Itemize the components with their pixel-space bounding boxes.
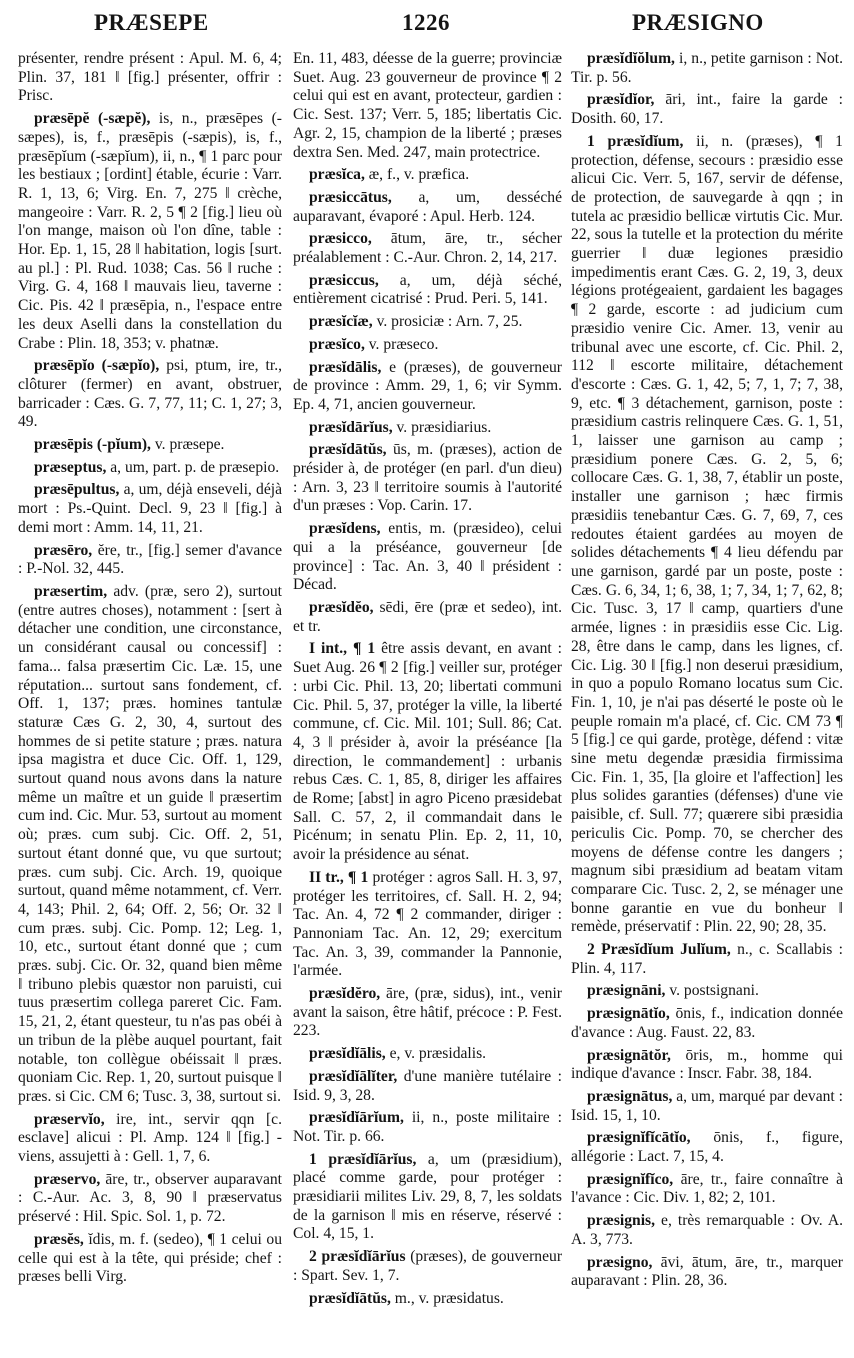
dictionary-entry bbox=[571, 1254, 843, 1291]
dictionary-entry bbox=[293, 599, 562, 636]
entry-headword: præsĭdĭor, bbox=[587, 91, 655, 109]
dictionary-entry bbox=[571, 91, 843, 128]
entry-definition: i, n., petite garnison : Not. Tir. p. 56. bbox=[571, 50, 843, 86]
entry-headword: I int., ¶ 1 bbox=[309, 640, 376, 658]
entry-headword: præsignātus, bbox=[587, 1087, 673, 1105]
entry-headword: præsĭca, bbox=[309, 166, 365, 184]
column-middle bbox=[293, 50, 562, 1350]
entry-headword: præsicco, bbox=[309, 230, 372, 248]
entry-definition: e, v. præsidalis. bbox=[385, 1045, 487, 1063]
entry-definition: āre, tr., faire connaître à l'avance : Cic. Div. 1, 82; 2, 101. bbox=[571, 1170, 843, 1207]
entry-headword: præsēpĕ (-sæpĕ), bbox=[34, 110, 151, 128]
dictionary-entry bbox=[18, 357, 282, 432]
dictionary-entry bbox=[293, 1290, 562, 1309]
dictionary-entry bbox=[293, 1248, 562, 1285]
dictionary-entry bbox=[293, 230, 562, 267]
dictionary-entry bbox=[293, 1109, 562, 1146]
dictionary-entry bbox=[18, 1171, 282, 1227]
dictionary-entry bbox=[18, 436, 282, 455]
entry-definition: m., v. præsidatus. bbox=[390, 1289, 504, 1307]
entry-definition: sēdi, ēre (præ et sedeo), int. et tr. bbox=[293, 598, 562, 635]
entry-definition: e (præses), de gouverneur de province : Amm. 29, 1, 6; vir Symm. Ep. 4, 71, ancien gouverneur. bbox=[293, 358, 562, 413]
entry-definition: ōris, m., homme qui indique d'avance : Inscr. Fabr. 38, 184. bbox=[571, 1046, 843, 1083]
entry-definition: a, um (præsidium), placé comme garde, pour protéger : præsidiarii milites Liv. 29, 8, 7, les soldats de la garnison ‖ mis en réserve, réservé : Col. 4, 15, 1. bbox=[293, 1150, 562, 1243]
dictionary-entry bbox=[571, 1047, 843, 1084]
entry-definition: āre, (præ, sidus), int., venir avant la saison, être hâtif, précoce : P. Fest. 223. bbox=[293, 985, 562, 1040]
dictionary-entry bbox=[293, 869, 562, 981]
entry-definition: (præses), de gouverneur : Spart. Sev. 1, 7. bbox=[293, 1248, 562, 1284]
dictionary-entry bbox=[571, 982, 843, 1001]
dictionary-entry bbox=[293, 640, 562, 864]
entry-headword: præsĭdĭālis, bbox=[309, 1045, 386, 1063]
entry-headword: præsĭdālis, bbox=[309, 358, 382, 376]
dictionary-entry bbox=[571, 1212, 843, 1249]
entry-definition: ātum, āre, tr., sécher préalablement : C.-Aur. Chron. 2, 14, 217. bbox=[293, 230, 562, 267]
entry-headword: præsignis, bbox=[587, 1212, 656, 1230]
dictionary-entry bbox=[18, 1111, 282, 1167]
entry-definition: v. præseco. bbox=[364, 335, 439, 353]
entry-definition: être assis devant, en avant : Suet Aug. 26 ¶ 2 [fig.] veiller sur, protéger : urbi Cic. Phil. 13, 20; libertati communi Cic. Phil. 5, 37, protéger la ville, la liberté commune, cf. Cic. Mil. 101; Sull. 86; Cat. 4, 3 ‖ présider à, avoir la préséance [la direction, le commandement] : urbanis rebus Cæs. C. 1, 85, 8, diriger les affaires de Rome; [abst] in agro Piceno præsidebat Sall. C. 57, 2, il commandait dans le Picénum; in senatu Plin. Ep. 2, 11, 10, avoir la présidence au sénat. bbox=[293, 640, 562, 864]
entry-headword: præsēro, bbox=[34, 541, 93, 559]
dictionary-entry bbox=[18, 1231, 282, 1287]
entry-headword: præsĭdĭŏlum, bbox=[587, 50, 675, 67]
entry-definition: æ, f., v. præfica. bbox=[364, 166, 470, 184]
entry-definition: ūs, m. (præses), action de présider à, de protéger (en parl. d'un dieu) : Arn. 3, 23 ‖ territoire soumis à l'autorité d'un præses : Vop. Carin. 17. bbox=[293, 441, 562, 515]
entry-headword: præsignāni, bbox=[587, 982, 666, 1000]
entry-definition: āvi, ātum, āre, tr., marquer auparavant : Plin. 28, 36. bbox=[571, 1253, 843, 1290]
entry-headword: præsĭdĭālĭter, bbox=[309, 1067, 398, 1085]
page-number: 1226 bbox=[402, 10, 450, 35]
entry-headword: præsĭdĭārĭum, bbox=[309, 1109, 404, 1127]
dictionary-entry bbox=[293, 359, 562, 415]
entry-definition: a, um, déjà séché, entièrement cicatrisé : Prud. Peri. 5, 141. bbox=[293, 271, 562, 308]
entry-headword: II tr., ¶ 1 bbox=[309, 868, 369, 886]
entry-headword: præsignĭfĭco, bbox=[587, 1170, 674, 1188]
entry-headword: 2 Præsĭdĭum Julĭum, bbox=[587, 941, 731, 959]
entry-definition: présenter, rendre présent : Apul. M. 6, 4; Plin. 37, 181 ‖ [fig.] présenter, offrir : Prisc. bbox=[18, 50, 282, 105]
entry-definition: ōnis, f., indication donnée d'avance : Aug. Faust. 22, 83. bbox=[571, 1005, 843, 1041]
header-right-guideword: PRÆSIGNO bbox=[632, 10, 764, 35]
dictionary-entry bbox=[571, 50, 843, 87]
entry-definition: ii, n. (præses), ¶ 1 protection, défense, secours : præsidio esse alicui Cic. Verr. 5, 167, servir de défense, de protection, de sauvegarde à qqn ; in tutela ac præsidio bellicæ virtutis Cic. Mur. 22, sous la tutelle et la protection du mérite guerrier ‖ duæ legiones præsidio impedimentis erant Cæs. G. 2, 19, 3, deux légions protégeaient, gardaient les bagages ¶ 2 garde, escorte : ad judicium cum præsidio venire Cic. Amer. 13, venir au tribunal avec une escorte, cf. Cic. Phil. 2, 112 ‖ escorte militaire, détachement d'escorte : Cæs. G. 1, 42, 5; 7, 1, 7; 7, 38, 9, etc. ¶ 3 détachement, garnison, poste : præsidium castris relinquere Cæs. G. 1, 51, 1, laisser une garnison au camp ; præsidium ponere Cæs. G. 2, 5, 6; collocare Cæs. G. 1, 38, 7, établir un poste, installer une garnison ; hæc firmis præsidiis tenebantur Cæs. G. 7, 69, 7, ces redoutes étaient gardées au moyen de solides détachements ¶ 4 lieu défendu par une garnison, gardé par un poste, poste : Cæs. G. 6, 34, 1; 6, 38, 1; 7, 34, 1; 7, 62, 8; Cic. Tusc. 3, 17 ‖ camp, quartiers d'une armée, lignes : in præsidiis esse Cic. Lig. 28, être dans le camp, dans les lignes, cf. Cic. Lig. 30 ‖ [fig.] non deserui præsidium, in quo a populo Romano locatus sum Cic. Fin. 1, 10, je n'ai pas déserté le poste où le peuple romain m'a placé, cf. Cic. CM 73 ¶ 5 [fig.] ce qui garde, protège, défend : vitæ sine metu degendæ præsidia firmissima Cic. Fin. 1, 35, [la gloire et l'affection] les plus solides garanties (défenses) d'une vie paisible, cf. Sull. 77; quærere sibi præsidia periculis Cic. Pomp. 70, se chercher des moyens de défense contre les dangers ; magnum sibi præsidium ad beatam vitam comparare Cic. Tusc. 2, 2, se ménager une bonne garantie en vue du bonheur ‖ remède, préservatif : Plin. 22, 90; 28, 35. bbox=[571, 132, 843, 936]
entry-definition: ĭdis, m. f. (sedeo), ¶ 1 celui ou celle qui est à la tête, qui préside; chef : præses belli Virg. bbox=[18, 1230, 282, 1286]
entry-definition: v. præsidiarius. bbox=[392, 418, 492, 436]
entry-headword: præsiccus, bbox=[309, 271, 379, 289]
entry-definition: āri, int., faire la garde : Dosith. 60, 17. bbox=[571, 91, 843, 128]
entry-definition: En. 11, 483, déesse de la guerre; provinciæ Suet. Aug. 23 gouverneur de province ¶ 2 celui qui est en avant, protecteur, gardien : Cic. Sest. 137; Verr. 5, 185; libertatis Cic. Agr. 2, 15, champion de la liberté ; præses dextra Sen. Med. 247, main protectrice. bbox=[293, 50, 562, 161]
entry-headword: præsignĭfĭcātĭo, bbox=[587, 1129, 691, 1147]
dictionary-entry bbox=[18, 481, 282, 537]
entry-definition: v. præsepe. bbox=[150, 436, 225, 454]
dictionary-entry bbox=[293, 313, 562, 332]
column-right bbox=[571, 50, 843, 1350]
entry-definition: a, um, déjà enseveli, déjà mort : Ps.-Quint. Decl. 9, 23 ‖ [fig.] à demi mort : Amm. 14, 11, 21. bbox=[18, 481, 282, 536]
entry-headword: præsēpis (-pĭum), bbox=[34, 436, 151, 454]
dictionary-entry bbox=[293, 166, 562, 185]
dictionary-entry bbox=[293, 336, 562, 355]
entry-definition: a, um, marqué par devant : Isid. 15, 1, 10. bbox=[571, 1087, 843, 1124]
entry-headword: præsignātĭo, bbox=[587, 1005, 670, 1023]
entry-definition: ire, int., servir qqn [c. esclave] alicui : Pl. Amp. 124 ‖ [fig.] -viens, assujetti à : Gell. 1, 7, 6. bbox=[18, 1110, 282, 1166]
dictionary-entry bbox=[293, 189, 562, 226]
dictionary-entry bbox=[293, 985, 562, 1041]
entry-headword: 1 præsĭdĭum, bbox=[587, 132, 684, 150]
entry-headword: præsigno, bbox=[587, 1253, 653, 1271]
entry-headword: præsĭdĕro, bbox=[309, 985, 381, 1003]
entry-definition: āre, tr., observer auparavant : C.-Aur. Ac. 3, 8, 90 ‖ præservatus préservé : Hil. Spic. Sol. 1, p. 72. bbox=[18, 1170, 282, 1226]
entry-definition: a, um, part. p. de præsepio. bbox=[106, 458, 280, 476]
dictionary-entry bbox=[293, 1151, 562, 1245]
dictionary-entry bbox=[571, 941, 843, 978]
dictionary-entry bbox=[18, 50, 282, 106]
dictionary-entry bbox=[18, 110, 282, 353]
entry-definition: protéger : agros Sall. H. 3, 97, protéger les territoires, cf. Sall. H. 2, 94; Tac. An. 4, 72 ¶ 2 commander, diriger : Pannoniam Tac. An. 12, 29; exercitum Tac. An. 3, 39, commander la Pannonie, l'armée. bbox=[293, 868, 562, 980]
entry-definition: v. postsignani. bbox=[665, 982, 759, 1000]
dictionary-entry bbox=[571, 1005, 843, 1042]
entry-headword: 1 præsĭdĭārĭus, bbox=[309, 1150, 417, 1168]
entry-headword: præsĭco, bbox=[309, 335, 365, 353]
entry-headword: præsĭdātŭs, bbox=[309, 441, 387, 459]
entry-definition: e, très remarquable : Ov. A. A. 3, 773. bbox=[571, 1212, 843, 1248]
entry-headword: præsĭdārĭus, bbox=[309, 418, 393, 436]
entry-headword: præsēpultus, bbox=[34, 481, 120, 499]
entry-headword: præsiccātus, bbox=[309, 188, 392, 206]
entry-definition: ĕre, tr., [fig.] semer d'avance : P.-Nol. 32, 445. bbox=[18, 541, 282, 578]
dictionary-entry bbox=[571, 133, 843, 937]
entry-headword: præservĭo, bbox=[34, 1110, 105, 1128]
dictionary-entry bbox=[293, 441, 562, 516]
entry-headword: præseptus, bbox=[34, 458, 107, 476]
entry-headword: præsignātŏr, bbox=[587, 1046, 671, 1064]
dictionary-entry bbox=[571, 1171, 843, 1208]
entry-definition: n., c. Scallabis : Plin. 4, 117. bbox=[571, 941, 843, 977]
entry-headword: præsĭdĕo, bbox=[309, 598, 374, 616]
entry-definition: ōnis, f., figure, allégorie : Lact. 7, 15, 4. bbox=[571, 1129, 843, 1166]
dictionary-entry bbox=[293, 272, 562, 309]
dictionary-entry bbox=[571, 1088, 843, 1125]
entry-definition: d'une manière tutélaire : Isid. 9, 3, 28. bbox=[293, 1067, 562, 1104]
dictionary-entry bbox=[293, 520, 562, 595]
dictionary-entry bbox=[18, 459, 282, 478]
dictionary-entry bbox=[293, 1068, 562, 1105]
entry-definition: v. prosiciæ : Arn. 7, 25. bbox=[372, 313, 523, 331]
entry-definition: is, n., præsēpes (-sæpes), is, f., præsēpis (-sæpis), is, f., præsēpĭum (-sæpĭum), ii, n., ¶ 1 parc pour les bestiaux ; [ordint] étable, écurie : Varr. R. 1, 13, 6; Virg. En. 7, 275 ‖ crèche, mangeoire : Varr. R. 2, 5 ¶ 2 [fig.] lieu où l'on mange, maison où l'on dîne, table : Hor. Ep. 1, 15, 28 ‖ habitation, logis [surt. au pl.] : Pl. Rud. 1038; Cas. 56 ‖ ruche : Virg. G. 4, 168 ‖ mauvais lieu, taverne : Cic. Pis. 42 ‖ præsēpia, n., l'espace entre les deux Aselli dans la constellation du Crabe : Plin. 18, 353; v. phatnæ. bbox=[18, 110, 282, 352]
entry-headword: præsĭdĭātŭs, bbox=[309, 1289, 391, 1307]
entry-definition: entis, m. (præsideo), celui qui a la préséance, gouverneur [de province] : Tac. An. 3, 40 ‖ président : Décad. bbox=[293, 520, 562, 594]
entry-definition: a, um, desséché auparavant, évaporé : Apul. Herb. 124. bbox=[293, 188, 562, 225]
header-left-guideword: PRÆSEPE bbox=[94, 10, 209, 35]
dictionary-entry bbox=[18, 583, 282, 1107]
entry-headword: præsertim, bbox=[34, 582, 108, 600]
entry-headword: præsĭdens, bbox=[309, 520, 381, 538]
running-header bbox=[0, 6, 854, 46]
entry-headword: præsēpĭo (-sæpĭo), bbox=[34, 357, 160, 375]
entry-headword: præsĭcĭæ, bbox=[309, 313, 373, 331]
dictionary-entry bbox=[18, 542, 282, 579]
dictionary-entry bbox=[293, 50, 562, 162]
entry-headword: 2 præsĭdĭārĭus bbox=[309, 1248, 406, 1266]
entry-headword: præsĕs, bbox=[34, 1230, 84, 1248]
entry-definition: psi, ptum, ire, tr., clôturer (fermer) en avant, obstruer, barricader : Cæs. G. 7, 77, 11; C. 1, 27; 3, 49. bbox=[18, 357, 282, 431]
dictionary-entry bbox=[571, 1129, 843, 1166]
dictionary-entry bbox=[293, 419, 562, 438]
dictionary-entry bbox=[293, 1045, 562, 1064]
column-left bbox=[18, 50, 282, 1350]
entry-definition: ii, n., poste militaire : Not. Tir. p. 66. bbox=[293, 1109, 562, 1145]
entry-headword: præservo, bbox=[34, 1170, 101, 1188]
entry-definition: adv. (præ, sero 2), surtout (entre autres choses), notamment : [sert à détacher une condition, une circonstance, un considérant causal ou concessif] : fama... falsa præsertim Cic. Læ. 15, une réputation... surtout sans fondement, cf. Off. 1, 137; præs. homines tantulæ staturæ Cæs G. 2, 30, 4, surtout des hommes de si petite stature ; præs. natura ipsa magistra et duce Cic. Off. 1, 129, surtout quand nous avons dans la nature même un maître et un guide ‖ præsertim cum ind. Cic. Mur. 53, surtout au moment où; præs. cum subj. Cic. Off. 2, 51, surtout étant donné que, vu que surtout; præs. cum subj. Cic. Arch. 19, quoique surtout, quand même notamment, cf. Verr. 4, 143; Phil. 2, 64; Off. 2, 56; Or. 32 ‖ cum præs. subj. Cic. Pomp. 12; Leg. 1, 10, etc., surtout étant donné que ; cum præs. subj. Cic. Or. 32, quand bien même ‖ tribuno plebis quæstor non paruisti, cui tuus præsertim collega pareret Cic. Fam. 15, 21, 2, étant questeur, tu n'as pas obéi à un tribun de la plèbe auquel pourtant, fait notable, ton collègue obéissait ‖ præs. quoniam Cic. Rep. 1, 20, surtout puisque ‖ præs. si Cic. CM 6; Tusc. 3, 38, surtout si. bbox=[18, 582, 282, 1105]
